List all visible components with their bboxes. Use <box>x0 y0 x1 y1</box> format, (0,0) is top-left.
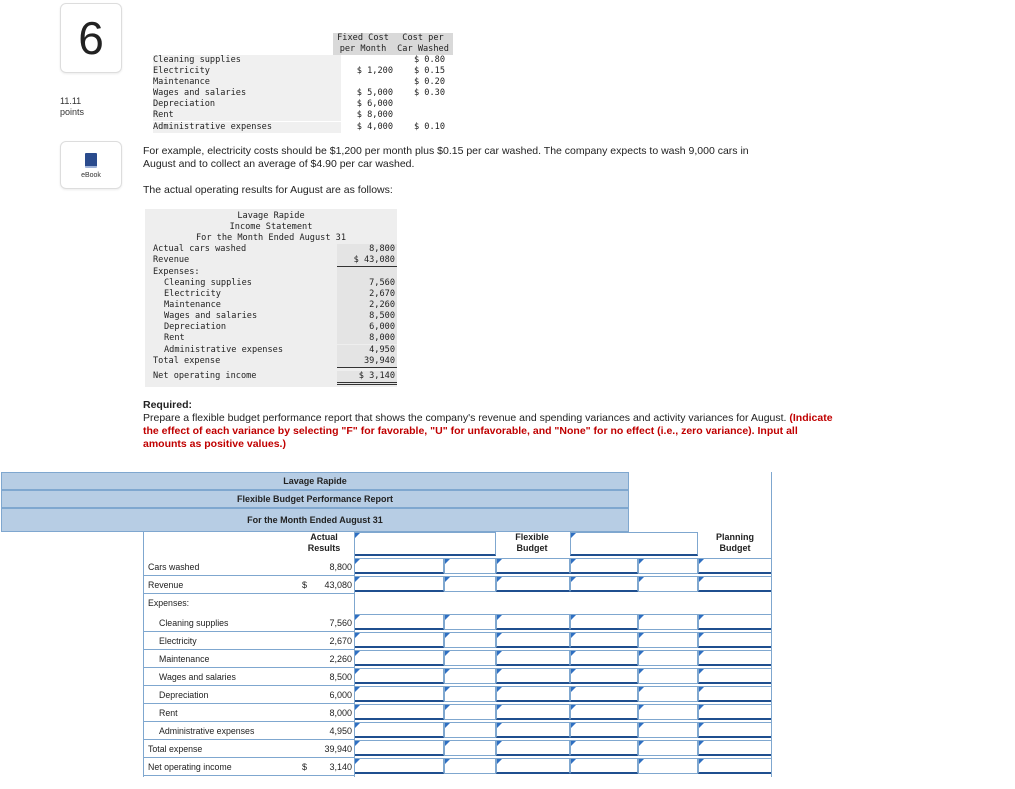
dropdown-marker-icon <box>355 651 360 656</box>
column-header-input[interactable] <box>570 532 698 556</box>
dropdown-marker-icon <box>699 687 704 692</box>
dropdown-marker-icon <box>639 651 644 656</box>
amount-input[interactable] <box>354 632 444 648</box>
variance-effect-select[interactable] <box>638 668 698 684</box>
variance-effect-select[interactable] <box>638 632 698 648</box>
row-divider <box>144 757 354 758</box>
dropdown-marker-icon <box>699 669 704 674</box>
dropdown-marker-icon <box>699 741 704 746</box>
actual-value: 8,800 <box>329 562 352 572</box>
variance-effect-select[interactable] <box>444 576 496 592</box>
amount-input[interactable] <box>698 668 772 684</box>
amount-input[interactable] <box>698 632 772 648</box>
cost-row: Electricity $ 1,200 $ 0.15 <box>153 66 445 76</box>
dropdown-marker-icon <box>497 741 502 746</box>
amount-input[interactable] <box>496 650 570 666</box>
report-row-label: Total expense <box>148 744 203 754</box>
dropdown-marker-icon <box>355 687 360 692</box>
amount-input[interactable] <box>354 722 444 738</box>
report-row-label: Cleaning supplies <box>159 618 229 628</box>
actual-value: 3,140 <box>329 762 352 772</box>
report-row-label: Wages and salaries <box>159 672 236 682</box>
dropdown-marker-icon <box>497 577 502 582</box>
amount-input[interactable] <box>354 650 444 666</box>
row-divider <box>144 631 354 632</box>
report-row-label: Electricity <box>159 636 197 646</box>
dropdown-marker-icon <box>445 687 450 692</box>
amount-input[interactable] <box>698 758 772 774</box>
dropdown-marker-icon <box>355 669 360 674</box>
ebook-button[interactable] <box>60 141 122 189</box>
dropdown-marker-icon <box>639 577 644 582</box>
row-divider <box>144 703 354 704</box>
col-flexible-budget: Flexible Budget <box>515 532 549 553</box>
table-border <box>771 472 772 777</box>
variance-effect-select[interactable] <box>444 632 496 648</box>
header-cost-per-car: Cost per Car Washed <box>397 33 449 54</box>
dropdown-marker-icon <box>639 559 644 564</box>
dropdown-marker-icon <box>355 577 360 582</box>
dropdown-marker-icon <box>497 669 502 674</box>
amount-input[interactable] <box>354 558 444 574</box>
dropdown-marker-icon <box>699 559 704 564</box>
dropdown-marker-icon <box>639 705 644 710</box>
cost-row: Depreciation $ 6,000 <box>153 99 393 109</box>
dropdown-marker-icon <box>497 633 502 638</box>
income-subtitle: Income Statement <box>229 222 313 232</box>
amount-input[interactable] <box>496 614 570 630</box>
variance-effect-select[interactable] <box>444 722 496 738</box>
dropdown-marker-icon <box>355 633 360 638</box>
amount-input[interactable] <box>698 704 772 720</box>
income-period: For the Month Ended August 31 <box>195 233 347 243</box>
variance-effect-select[interactable] <box>444 650 496 666</box>
amount-input[interactable] <box>570 704 638 720</box>
dropdown-marker-icon <box>355 723 360 728</box>
dropdown-marker-icon <box>445 559 450 564</box>
variance-effect-select[interactable] <box>444 614 496 630</box>
book-icon <box>85 153 97 168</box>
cost-table <box>145 33 453 133</box>
amount-input[interactable] <box>496 632 570 648</box>
amount-input[interactable] <box>570 758 638 774</box>
dropdown-marker-icon <box>497 615 502 620</box>
amount-input[interactable] <box>570 686 638 702</box>
points-value: 11.11 <box>60 96 82 106</box>
header-fixed-cost: Fixed Cost per Month <box>337 33 389 54</box>
amount-input[interactable] <box>354 668 444 684</box>
actual-value: 2,260 <box>329 654 352 664</box>
dropdown-marker-icon <box>571 705 576 710</box>
variance-effect-select[interactable] <box>638 740 698 756</box>
dropdown-marker-icon <box>445 615 450 620</box>
amount-input[interactable] <box>496 722 570 738</box>
actual-value: 7,560 <box>329 618 352 628</box>
variance-effect-select[interactable] <box>638 686 698 702</box>
amount-input[interactable] <box>354 576 444 592</box>
dropdown-marker-icon <box>571 615 576 620</box>
amount-input[interactable] <box>570 668 638 684</box>
row-divider <box>144 667 354 668</box>
amount-input[interactable] <box>570 632 638 648</box>
dropdown-marker-icon <box>497 705 502 710</box>
row-divider <box>144 721 354 722</box>
report-row-label: Depreciation <box>159 690 209 700</box>
dropdown-marker-icon <box>355 533 360 538</box>
amount-input[interactable] <box>354 686 444 702</box>
dropdown-marker-icon <box>497 759 502 764</box>
actual-value: 2,670 <box>329 636 352 646</box>
dollar-sign: $ <box>302 580 308 590</box>
question-number: 6 <box>60 3 122 73</box>
col-actual-results: Actual Results <box>307 532 341 553</box>
amount-input[interactable] <box>570 722 638 738</box>
cost-row: Rent $ 8,000 <box>153 110 393 120</box>
amount-input[interactable] <box>698 686 772 702</box>
variance-effect-select[interactable] <box>638 558 698 574</box>
dropdown-marker-icon <box>355 615 360 620</box>
variance-effect-select[interactable] <box>638 704 698 720</box>
dropdown-marker-icon <box>355 759 360 764</box>
amount-input[interactable] <box>570 740 638 756</box>
actual-value: 8,000 <box>329 708 352 718</box>
dropdown-marker-icon <box>571 741 576 746</box>
amount-input[interactable] <box>496 558 570 574</box>
amount-input[interactable] <box>698 558 772 574</box>
dropdown-marker-icon <box>639 615 644 620</box>
cost-row: Administrative expenses $ 4,000 $ 0.10 <box>153 122 445 132</box>
dropdown-marker-icon <box>445 723 450 728</box>
amount-input[interactable] <box>698 650 772 666</box>
dropdown-marker-icon <box>445 633 450 638</box>
dropdown-marker-icon <box>571 723 576 728</box>
report-row-label: Net operating income <box>148 762 232 772</box>
dropdown-marker-icon <box>445 669 450 674</box>
dropdown-marker-icon <box>571 759 576 764</box>
variance-effect-select[interactable] <box>638 722 698 738</box>
actual-value: 8,500 <box>329 672 352 682</box>
report-row-label: Expenses: <box>148 598 190 608</box>
row-divider <box>144 739 354 740</box>
amount-input[interactable] <box>354 740 444 756</box>
required-instruction: (Indicate the effect of each variance by selecting "F" for favorable, "U" for unfavorable, and "None" for no effect (i.e., zero variance). Input all amounts as positive values.) <box>143 412 833 450</box>
dropdown-marker-icon <box>445 651 450 656</box>
row-divider <box>144 775 354 776</box>
report-row-label: Cars washed <box>148 562 200 572</box>
variance-effect-select[interactable] <box>444 686 496 702</box>
variance-effect-select[interactable] <box>444 558 496 574</box>
dropdown-marker-icon <box>699 651 704 656</box>
variance-effect-select[interactable] <box>638 576 698 592</box>
dropdown-marker-icon <box>571 633 576 638</box>
dropdown-marker-icon <box>639 741 644 746</box>
report-row-label: Rent <box>159 708 178 718</box>
table-border <box>354 532 355 777</box>
income-title: Lavage Rapide <box>237 211 305 221</box>
actual-value: 39,940 <box>324 744 352 754</box>
points-label: points <box>60 107 85 117</box>
amount-input[interactable] <box>354 614 444 630</box>
amount-input[interactable] <box>698 722 772 738</box>
income-statement: Lavage Rapide Income Statement For the Month Ended August 31 Actual cars washed 8,800 Revenue $ 43,080 Expenses: Cleaning supplies 7,560 Electricity 2,670 Maintenance 2,260 Wages and salaries 8,500 Depreciation 6,000 Rent 8,000 Administrative expenses 4,950 Total expense 39,940 Net operating income $ 3,140 <box>145 209 397 387</box>
row-divider <box>144 593 354 594</box>
dropdown-marker-icon <box>355 705 360 710</box>
variance-effect-select[interactable] <box>444 758 496 774</box>
dropdown-marker-icon <box>445 705 450 710</box>
variance-effect-select[interactable] <box>638 758 698 774</box>
amount-input[interactable] <box>496 704 570 720</box>
cost-row: Cleaning supplies $ 0.80 <box>153 55 445 65</box>
dollar-sign: $ <box>302 762 308 772</box>
actual-intro: The actual operating results for August are as follows: <box>143 184 393 196</box>
dropdown-marker-icon <box>571 533 576 538</box>
dropdown-marker-icon <box>699 615 704 620</box>
dropdown-marker-icon <box>355 559 360 564</box>
ebook-label: eBook <box>81 172 101 179</box>
dropdown-marker-icon <box>497 559 502 564</box>
report-period: For the Month Ended August 31 <box>1 508 629 532</box>
variance-effect-select[interactable] <box>444 668 496 684</box>
variance-effect-select[interactable] <box>444 704 496 720</box>
table-border <box>143 532 144 777</box>
variance-effect-select[interactable] <box>638 650 698 666</box>
cost-row: Maintenance $ 0.20 <box>153 77 445 87</box>
cost-row: Wages and salaries $ 5,000 $ 0.30 <box>153 88 445 98</box>
dropdown-marker-icon <box>699 723 704 728</box>
amount-input[interactable] <box>698 576 772 592</box>
actual-value: 43,080 <box>324 580 352 590</box>
dropdown-marker-icon <box>699 759 704 764</box>
report-row-label: Maintenance <box>159 654 210 664</box>
amount-input[interactable] <box>496 758 570 774</box>
dropdown-marker-icon <box>699 577 704 582</box>
required-heading: Required: <box>143 399 193 411</box>
actual-value: 6,000 <box>329 690 352 700</box>
dropdown-marker-icon <box>639 723 644 728</box>
report-subtitle: Flexible Budget Performance Report <box>1 490 629 508</box>
amount-input[interactable] <box>496 668 570 684</box>
amount-input[interactable] <box>570 558 638 574</box>
amount-input[interactable] <box>496 576 570 592</box>
dropdown-marker-icon <box>571 651 576 656</box>
col-planning-budget: Planning Budget <box>716 532 754 553</box>
amount-input[interactable] <box>698 740 772 756</box>
dropdown-marker-icon <box>445 759 450 764</box>
variance-effect-select[interactable] <box>444 740 496 756</box>
example-text: For example, electricity costs should be $1,200 per month plus $0.15 per car washed. The company expects to wash 9,000 cars in August and to collect an average of $4.90 per car washed. <box>143 145 749 170</box>
amount-input[interactable] <box>570 576 638 592</box>
amount-input[interactable] <box>698 614 772 630</box>
dropdown-marker-icon <box>639 687 644 692</box>
dropdown-marker-icon <box>639 759 644 764</box>
report-title: Lavage Rapide <box>1 472 629 490</box>
row-divider <box>144 575 354 576</box>
dropdown-marker-icon <box>355 741 360 746</box>
required-text: Prepare a flexible budget performance report that shows the company's revenue and spending variances and activity variances for August. (Indicate the effect of each variance by selecting "F" for favorable, "U" for unfavorable, and "None" for no effect (i.e., zero variance). Input all amounts as positive values.) <box>143 412 833 450</box>
report-row-label: Administrative expenses <box>159 726 255 736</box>
dropdown-marker-icon <box>497 687 502 692</box>
column-header-input[interactable] <box>354 532 496 556</box>
dropdown-marker-icon <box>699 705 704 710</box>
dropdown-marker-icon <box>571 687 576 692</box>
dropdown-marker-icon <box>639 633 644 638</box>
row-divider <box>144 649 354 650</box>
amount-input[interactable] <box>354 758 444 774</box>
dropdown-marker-icon <box>571 577 576 582</box>
amount-input[interactable] <box>354 704 444 720</box>
dropdown-marker-icon <box>699 633 704 638</box>
amount-input[interactable] <box>496 740 570 756</box>
dropdown-marker-icon <box>497 651 502 656</box>
dropdown-marker-icon <box>639 669 644 674</box>
dropdown-marker-icon <box>445 577 450 582</box>
amount-input[interactable] <box>570 650 638 666</box>
row-divider <box>144 685 354 686</box>
dropdown-marker-icon <box>497 723 502 728</box>
dropdown-marker-icon <box>445 741 450 746</box>
points-indicator <box>60 96 84 118</box>
amount-input[interactable] <box>570 614 638 630</box>
report-row-label: Revenue <box>148 580 184 590</box>
dropdown-marker-icon <box>571 669 576 674</box>
amount-input[interactable] <box>496 686 570 702</box>
dropdown-marker-icon <box>571 559 576 564</box>
actual-value: 4,950 <box>329 726 352 736</box>
variance-effect-select[interactable] <box>638 614 698 630</box>
